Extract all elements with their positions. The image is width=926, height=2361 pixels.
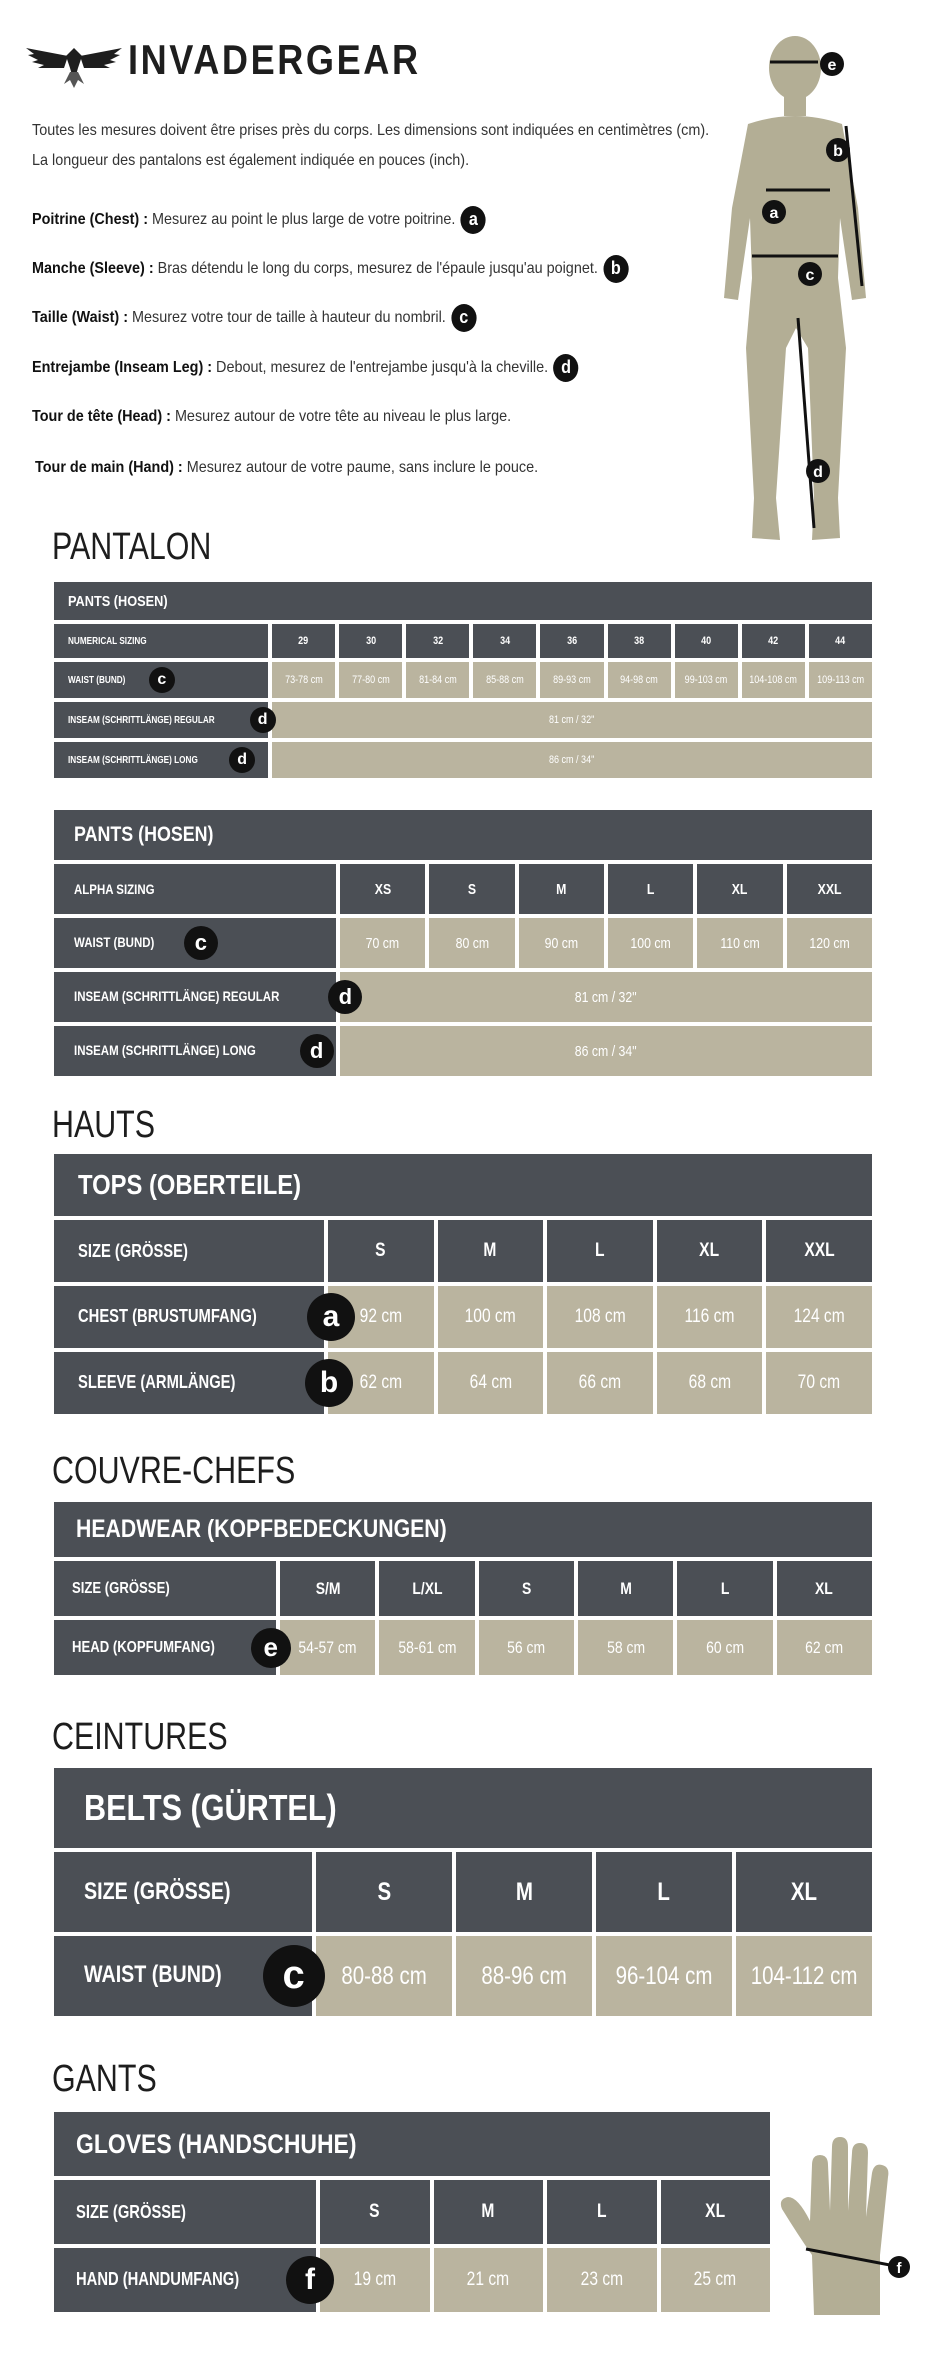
chest-value: 108 cm bbox=[547, 1286, 653, 1348]
size-xl: XL bbox=[661, 2180, 771, 2244]
hand-value: 21 cm bbox=[434, 2248, 544, 2312]
inseam-long-label: INSEAM (SCHRITTLÄNGE) LONG bbox=[68, 754, 198, 766]
measure-waist: Taille (Waist) : Mesurez votre tour de taille à hauteur du nombril. c bbox=[32, 304, 476, 332]
section-title-gants: GANTS bbox=[52, 2058, 157, 2100]
measure-chest: Poitrine (Chest) : Mesurez au point le plus large de votre poitrine. a bbox=[32, 206, 486, 234]
inseam-regular-value: 81 cm / 32" bbox=[340, 972, 872, 1022]
size-l: L bbox=[608, 864, 693, 914]
tops-title: TOPS (OBERTEILE) bbox=[78, 1169, 302, 1200]
size-s: S bbox=[316, 1852, 452, 1932]
waist-value: 99-103 cm bbox=[675, 662, 738, 698]
head-value: 62 cm bbox=[777, 1620, 872, 1675]
waist-value: 110 cm bbox=[697, 918, 782, 968]
size-38: 38 bbox=[608, 624, 671, 658]
gloves-table bbox=[50, 2108, 774, 2316]
badge-b-icon: b bbox=[603, 255, 628, 283]
size-32: 32 bbox=[406, 624, 469, 658]
waist-label: WAIST (BUND) bbox=[84, 1961, 222, 1989]
size-s: S bbox=[328, 1220, 434, 1282]
size-xl: XL bbox=[736, 1852, 872, 1932]
chest-value: 92 cm bbox=[328, 1286, 434, 1348]
inseam-regular-label: INSEAM (SCHRITTLÄNGE) REGULAR bbox=[68, 714, 215, 726]
hand-measurement-figure bbox=[776, 2125, 916, 2325]
head-label: HEAD (KOPFUMFANG) bbox=[72, 1638, 215, 1656]
gloves-title: GLOVES (HANDSCHUHE) bbox=[76, 2128, 357, 2159]
badge-c-icon: c bbox=[451, 304, 476, 332]
size-label: SIZE (GRÖSSE) bbox=[78, 1240, 188, 1261]
hand-value: 25 cm bbox=[661, 2248, 771, 2312]
badge-a-icon: a bbox=[307, 1293, 355, 1341]
chest-value: 116 cm bbox=[657, 1286, 763, 1348]
size-44: 44 bbox=[809, 624, 872, 658]
pants-alpha-title: PANTS (HOSEN) bbox=[74, 823, 214, 846]
size-label: SIZE (GRÖSSE) bbox=[72, 1579, 170, 1597]
head-value: 60 cm bbox=[677, 1620, 772, 1675]
size-label: SIZE (GRÖSSE) bbox=[76, 2201, 186, 2222]
badge-e-icon: e bbox=[251, 1628, 291, 1668]
body-measurement-figure bbox=[690, 28, 920, 548]
size-xxl: XXL bbox=[787, 864, 872, 914]
waist-value: 109-113 cm bbox=[809, 662, 872, 698]
size-36: 36 bbox=[540, 624, 603, 658]
chest-value: 124 cm bbox=[766, 1286, 872, 1348]
intro-line-2: La longueur des pantalons est également indiquée en pouces (inch). bbox=[32, 152, 470, 169]
pants-numeric-table bbox=[50, 578, 876, 782]
badge-c-icon: c bbox=[263, 1945, 325, 2007]
head-value: 58-61 cm bbox=[379, 1620, 474, 1675]
measure-head: Tour de tête (Head) : Mesurez autour de votre tête au niveau le plus large. bbox=[32, 408, 512, 425]
size-m: M bbox=[456, 1852, 592, 1932]
waist-value: 100 cm bbox=[608, 918, 693, 968]
hand-value: 23 cm bbox=[547, 2248, 657, 2312]
pants-alpha-table bbox=[50, 806, 876, 1080]
figure-label-e: e bbox=[827, 57, 837, 74]
figure-label-a: a bbox=[769, 205, 779, 222]
figure-label-d: d bbox=[813, 464, 823, 481]
waist-label: WAIST (BUND) bbox=[68, 674, 126, 686]
badge-f-icon: f bbox=[286, 2256, 334, 2304]
badge-d-icon: d bbox=[328, 980, 362, 1014]
size-42: 42 bbox=[742, 624, 805, 658]
size-29: 29 bbox=[272, 624, 335, 658]
sleeve-value: 66 cm bbox=[547, 1352, 653, 1414]
pants-numeric-title: PANTS (HOSEN) bbox=[68, 592, 168, 610]
size-xl: XL bbox=[657, 1220, 763, 1282]
sleeve-label: SLEEVE (ARMLÄNGE) bbox=[78, 1371, 236, 1392]
waist-value: 94-98 cm bbox=[608, 662, 671, 698]
badge-d-icon: d bbox=[250, 707, 276, 733]
size-s: S bbox=[320, 2180, 430, 2244]
waist-value: 120 cm bbox=[787, 918, 872, 968]
size-s-m: S/M bbox=[280, 1561, 375, 1616]
head-value: 54-57 cm bbox=[280, 1620, 375, 1675]
badge-d-icon: d bbox=[229, 747, 255, 773]
hand-value: 19 cm bbox=[320, 2248, 430, 2312]
inseam-long-value: 86 cm / 34" bbox=[272, 742, 872, 778]
size-30: 30 bbox=[339, 624, 402, 658]
chest-label: CHEST (BRUSTUMFANG) bbox=[78, 1305, 257, 1326]
section-title-couvre-chefs: COUVRE-CHEFS bbox=[52, 1450, 296, 1492]
badge-b-icon: b bbox=[305, 1359, 353, 1407]
head-value: 58 cm bbox=[578, 1620, 673, 1675]
badge-c-icon: c bbox=[184, 926, 218, 960]
waist-value: 80-88 cm bbox=[316, 1936, 452, 2016]
size-l: L bbox=[596, 1852, 732, 1932]
numerical-sizing-label: NUMERICAL SIZING bbox=[68, 635, 147, 647]
size-l: L bbox=[547, 1220, 653, 1282]
headwear-title: HEADWEAR (KOPFBEDECKUNGEN) bbox=[76, 1515, 447, 1543]
size-s: S bbox=[429, 864, 514, 914]
waist-label: WAIST (BUND) bbox=[74, 933, 155, 950]
inseam-long-value: 86 cm / 34" bbox=[340, 1026, 872, 1076]
head-value: 56 cm bbox=[479, 1620, 574, 1675]
figure-label-b: b bbox=[833, 143, 843, 160]
belts-title: BELTS (GÜRTEL) bbox=[84, 1787, 337, 1828]
measure-hand: Tour de main (Hand) : Mesurez autour de votre paume, sans inclure le pouce. bbox=[35, 459, 539, 476]
badge-d-icon: d bbox=[300, 1034, 334, 1068]
brand-name: INVADERGEAR bbox=[128, 36, 421, 83]
size-l: L bbox=[677, 1561, 772, 1616]
size-m: M bbox=[578, 1561, 673, 1616]
waist-value: 90 cm bbox=[519, 918, 604, 968]
section-title-hauts: HAUTS bbox=[52, 1104, 156, 1146]
badge-d-icon: d bbox=[554, 354, 579, 382]
waist-value: 104-112 cm bbox=[736, 1936, 872, 2016]
badge-a-icon: a bbox=[461, 206, 486, 234]
badge-c-icon: c bbox=[149, 667, 175, 693]
measure-inseam: Entrejambe (Inseam Leg) : Debout, mesurez de l'entrejambe jusqu'à la cheville. d bbox=[32, 354, 579, 382]
belts-table bbox=[50, 1764, 876, 2020]
waist-value: 89-93 cm bbox=[540, 662, 603, 698]
inseam-long-label: INSEAM (SCHRITTLÄNGE) LONG bbox=[74, 1041, 256, 1058]
size-s: S bbox=[479, 1561, 574, 1616]
headwear-table bbox=[50, 1498, 876, 1679]
figure-label-c: c bbox=[805, 267, 815, 284]
intro-line-1: Toutes les mesures doivent être prises près du corps. Les dimensions sont indiquées en centimètres (cm). bbox=[32, 122, 710, 139]
sleeve-value: 62 cm bbox=[328, 1352, 434, 1414]
size-xl: XL bbox=[697, 864, 782, 914]
size-l-xl: L/XL bbox=[379, 1561, 474, 1616]
waist-value: 70 cm bbox=[340, 918, 425, 968]
hand-label: HAND (HANDUMFANG) bbox=[76, 2268, 240, 2289]
alpha-sizing-label: ALPHA SIZING bbox=[74, 881, 155, 897]
size-m: M bbox=[438, 1220, 544, 1282]
hand-figure-label-f: f bbox=[896, 2260, 902, 2277]
waist-value: 81-84 cm bbox=[406, 662, 469, 698]
size-xs: XS bbox=[340, 864, 425, 914]
sleeve-value: 68 cm bbox=[657, 1352, 763, 1414]
section-title-pantalon: PANTALON bbox=[52, 526, 212, 568]
size-label: SIZE (GRÖSSE) bbox=[84, 1878, 231, 1905]
size-m: M bbox=[519, 864, 604, 914]
waist-value: 88-96 cm bbox=[456, 1936, 592, 2016]
waist-value: 80 cm bbox=[429, 918, 514, 968]
measure-sleeve: Manche (Sleeve) : Bras détendu le long du corps, mesurez de l'épaule jusqu'au poignet. b bbox=[32, 255, 628, 283]
chest-value: 100 cm bbox=[438, 1286, 544, 1348]
sleeve-value: 64 cm bbox=[438, 1352, 544, 1414]
sleeve-value: 70 cm bbox=[766, 1352, 872, 1414]
invadergear-logo-icon bbox=[24, 38, 124, 90]
inseam-regular-label: INSEAM (SCHRITTLÄNGE) REGULAR bbox=[74, 987, 280, 1004]
waist-value: 96-104 cm bbox=[596, 1936, 732, 2016]
inseam-regular-value: 81 cm / 32" bbox=[272, 702, 872, 738]
size-l: L bbox=[547, 2180, 657, 2244]
size-xl: XL bbox=[777, 1561, 872, 1616]
tops-table bbox=[50, 1150, 876, 1418]
size-34: 34 bbox=[473, 624, 536, 658]
section-title-ceintures: CEINTURES bbox=[52, 1716, 228, 1758]
size-m: M bbox=[434, 2180, 544, 2244]
waist-value: 77-80 cm bbox=[339, 662, 402, 698]
waist-value: 104-108 cm bbox=[742, 662, 805, 698]
waist-value: 73-78 cm bbox=[272, 662, 335, 698]
size-40: 40 bbox=[675, 624, 738, 658]
waist-value: 85-88 cm bbox=[473, 662, 536, 698]
size-xxl: XXL bbox=[766, 1220, 872, 1282]
